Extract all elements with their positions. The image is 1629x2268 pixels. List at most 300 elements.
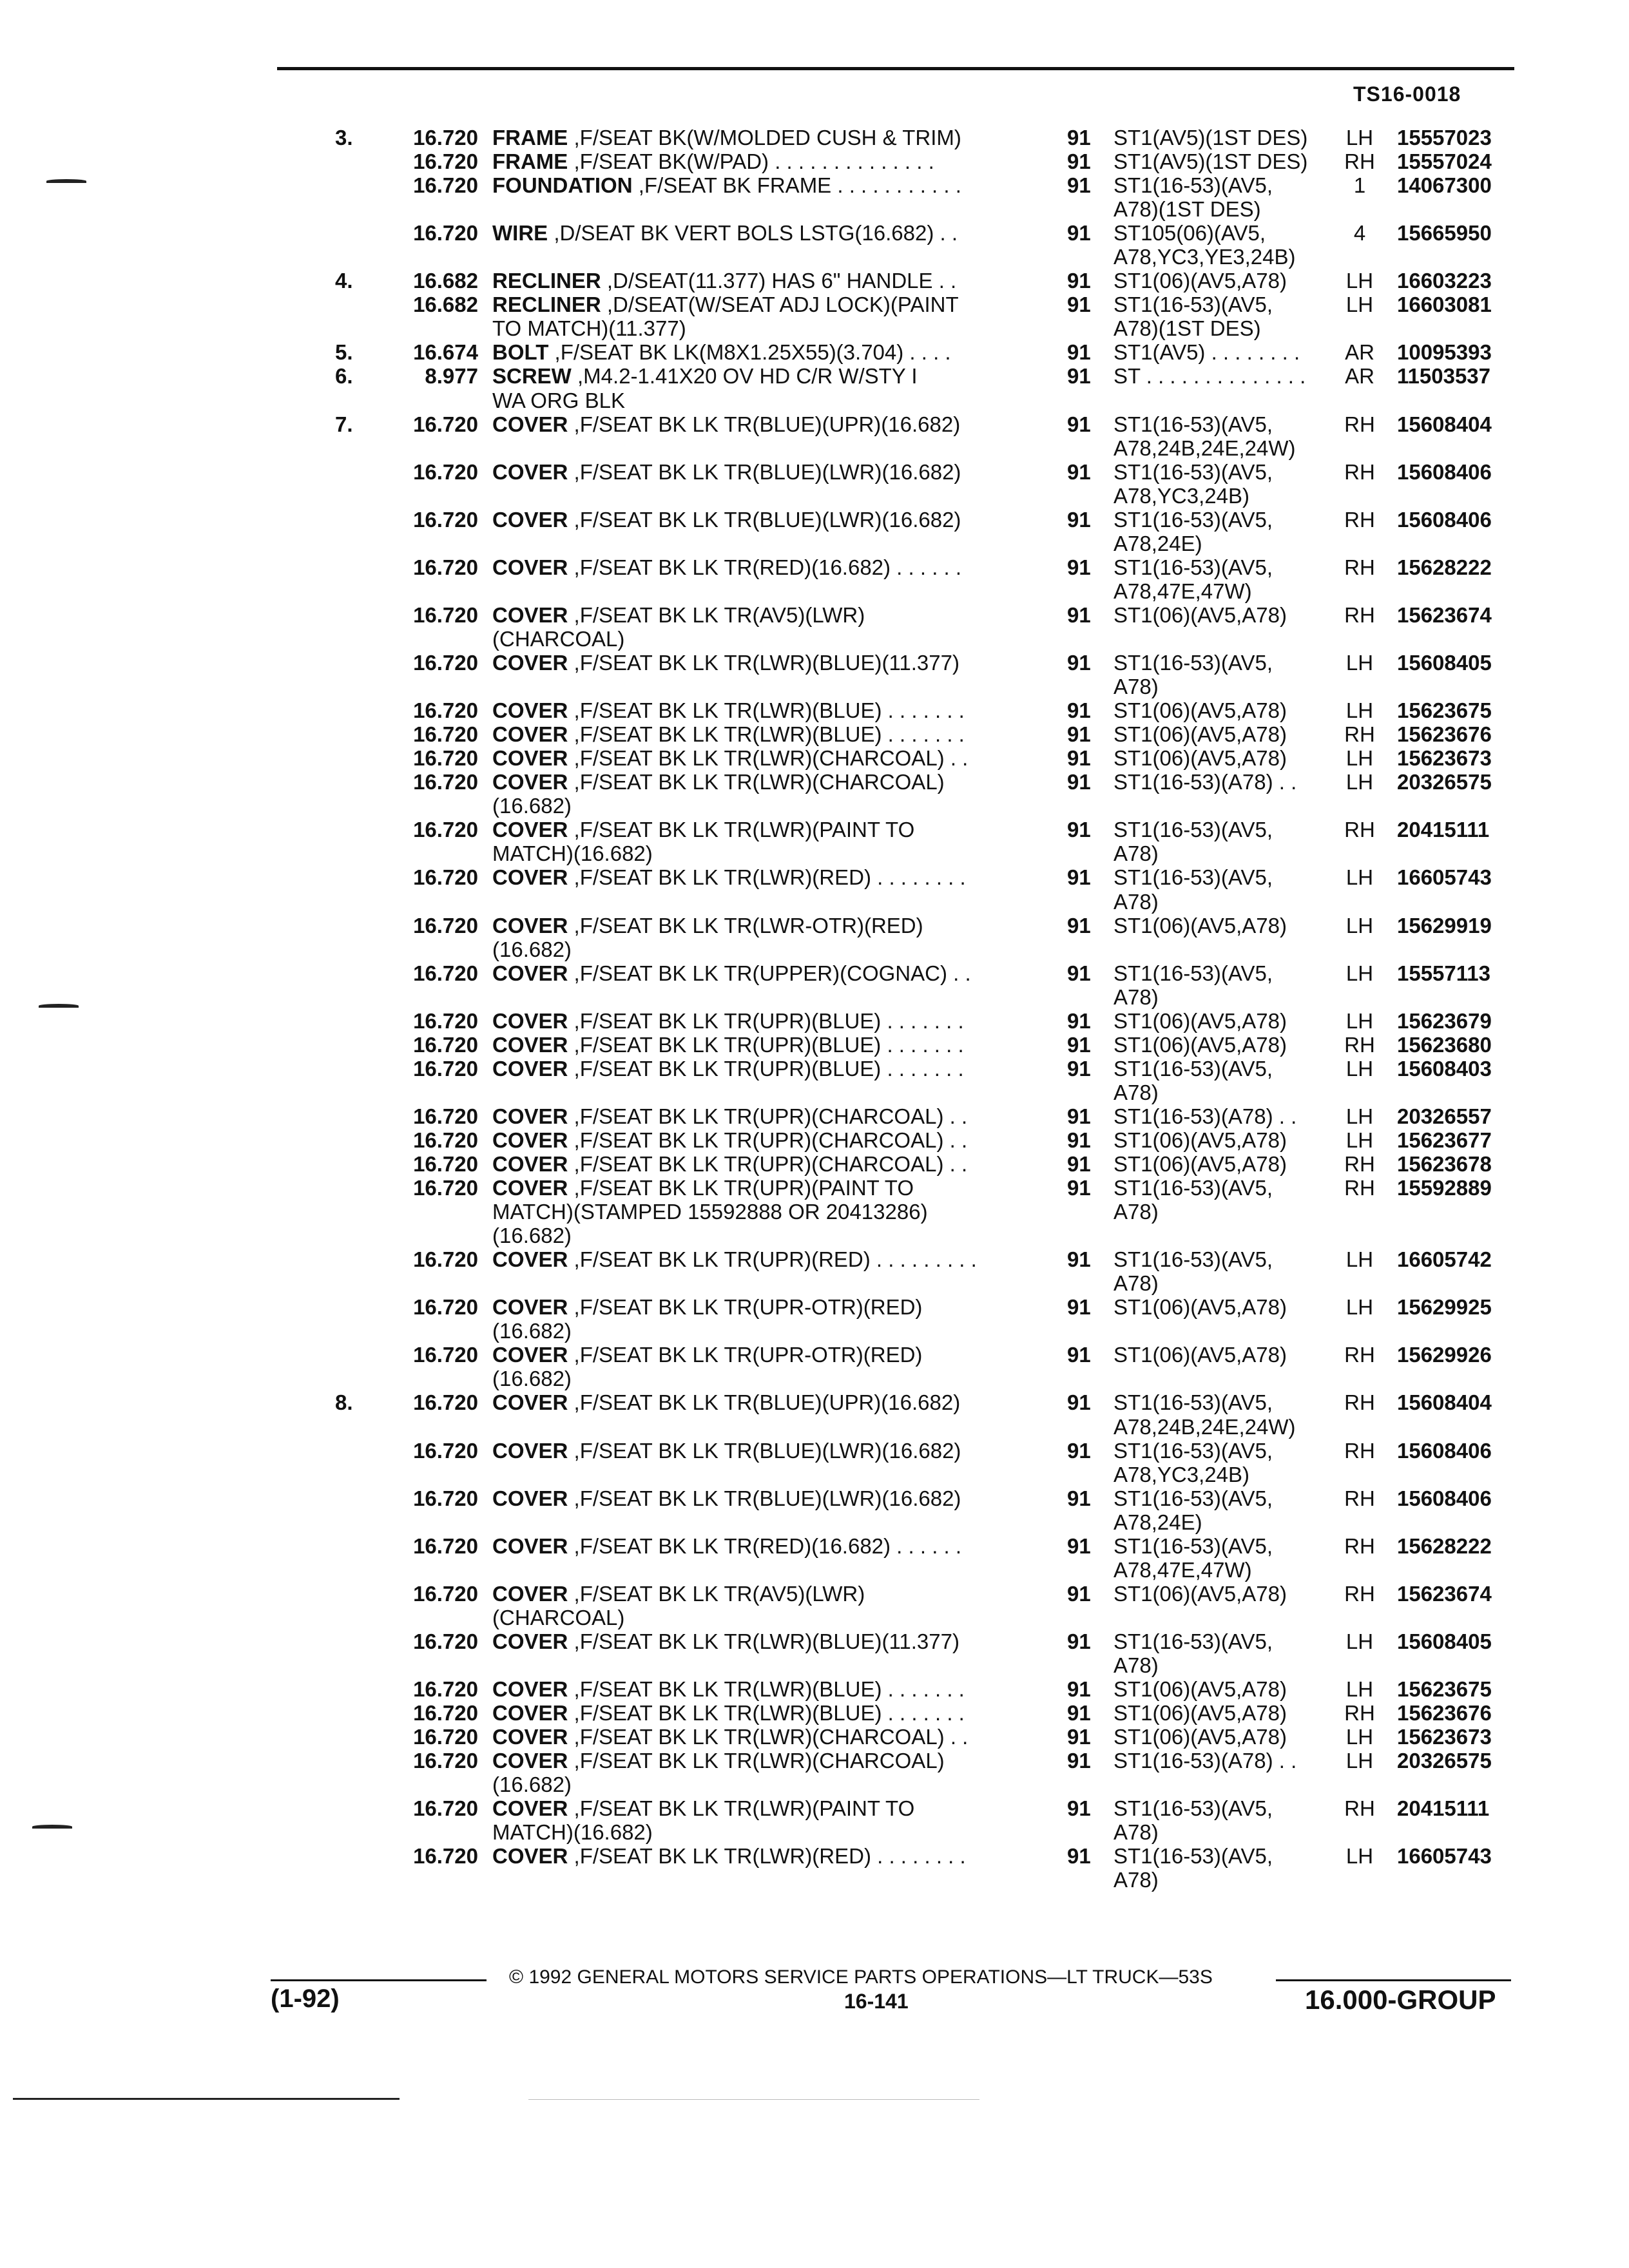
part-number: 15608406 xyxy=(1397,1486,1492,1510)
part-name: COVER xyxy=(492,602,568,627)
model-series: ST1(16-53)(AV5, xyxy=(1113,1533,1273,1558)
description-text: ,F/SEAT BK(W/PAD) . . . . . . . . . . . . . . xyxy=(568,149,934,174)
part-number: 20326575 xyxy=(1397,1749,1492,1773)
description-text: ,F/SEAT BK LK TR(AV5)(LWR) xyxy=(568,602,865,627)
parts-row xyxy=(0,961,1629,985)
description xyxy=(492,1820,653,1844)
description xyxy=(492,126,961,149)
model-series: A78) xyxy=(1113,1080,1159,1104)
description-text: ,F/SEAT BK LK TR(UPR)(CHARCOAL) . . xyxy=(568,1104,968,1128)
quantity: RH xyxy=(1344,1343,1375,1367)
group-number: 16.720 xyxy=(413,459,478,484)
part-name: COVER xyxy=(492,770,568,794)
parts-row xyxy=(0,197,1629,221)
description-text: (16.682) xyxy=(492,1367,572,1391)
part-number: 15557113 xyxy=(1397,961,1491,985)
parts-row xyxy=(0,651,1629,675)
part-name: COVER xyxy=(492,1844,568,1869)
part-number: 15628222 xyxy=(1397,1533,1492,1558)
model-series: A78,24E) xyxy=(1113,531,1202,555)
part-name: COVER xyxy=(492,1295,568,1320)
description xyxy=(492,316,686,340)
part-name: RECLINER xyxy=(492,293,601,317)
quantity: RH xyxy=(1344,507,1375,532)
model-year: 91 xyxy=(1067,1295,1091,1320)
model-year: 91 xyxy=(1067,1629,1091,1653)
model-year: 91 xyxy=(1067,1032,1091,1057)
model-series: A78,YC3,YE3,24B) xyxy=(1113,245,1296,269)
description-text: ,M4.2-1.41X20 OV HD C/R W/STY I xyxy=(571,364,918,389)
parts-row xyxy=(0,1415,1629,1439)
description xyxy=(492,1295,922,1319)
description-text: ,F/SEAT BK LK TR(LWR)(RED) . . . . . . . . xyxy=(568,865,966,890)
part-name: COVER xyxy=(492,818,568,842)
description xyxy=(492,1367,572,1390)
quantity: RH xyxy=(1344,1032,1375,1057)
description-text: ,F/SEAT BK LK TR(UPR)(BLUE) . . . . . . . xyxy=(568,1032,964,1057)
part-number: 15608405 xyxy=(1397,651,1492,675)
description xyxy=(492,1629,959,1653)
description-text: ,F/SEAT BK LK TR(LWR)(RED) . . . . . . . . xyxy=(568,1844,966,1869)
parts-row xyxy=(0,1510,1629,1534)
model-series: A78,YC3,24B) xyxy=(1113,483,1249,508)
group-number: 16.720 xyxy=(413,602,478,627)
quantity: 4 xyxy=(1353,221,1366,245)
document-id: TS16-0018 xyxy=(1353,82,1461,106)
group-number: 16.720 xyxy=(413,865,478,890)
model-year: 91 xyxy=(1067,340,1091,365)
group-number: 16.720 xyxy=(413,1152,478,1177)
model-series: ST1(16-53)(AV5, xyxy=(1113,1844,1273,1869)
parts-row xyxy=(0,1033,1629,1057)
description xyxy=(492,841,653,865)
description xyxy=(492,1749,945,1773)
model-series: A78) xyxy=(1113,889,1159,914)
model-series: ST1(06)(AV5,A78) xyxy=(1113,1032,1287,1057)
parts-list xyxy=(0,126,1629,1892)
description xyxy=(492,1247,977,1271)
part-name: COVER xyxy=(492,1390,568,1415)
part-name: COVER xyxy=(492,1725,568,1749)
description-text: MATCH)(16.682) xyxy=(492,841,653,866)
description xyxy=(492,1057,964,1081)
model-series: ST1(16-53)(AV5, xyxy=(1113,1629,1273,1653)
model-series: ST1(16-53)(AV5, xyxy=(1113,1796,1273,1821)
parts-row xyxy=(0,316,1629,340)
group-number: 16.720 xyxy=(413,698,478,723)
part-name: COVER xyxy=(492,698,568,723)
description-text: (16.682) xyxy=(492,937,572,961)
model-series: ST105(06)(AV5, xyxy=(1113,221,1266,245)
part-number: 15608405 xyxy=(1397,1629,1492,1653)
parts-row xyxy=(0,1224,1629,1247)
model-year: 91 xyxy=(1067,1725,1091,1749)
parts-row xyxy=(0,1247,1629,1271)
part-number: 15623679 xyxy=(1397,1008,1492,1033)
parts-row xyxy=(0,914,1629,937)
quantity: LH xyxy=(1345,913,1374,937)
model-year: 91 xyxy=(1067,1247,1091,1272)
part-number: 20415111 xyxy=(1397,818,1490,842)
group-number: 16.720 xyxy=(413,1486,478,1510)
part-number: 15629925 xyxy=(1397,1295,1492,1320)
description-text: ,F/SEAT BK LK TR(BLUE)(LWR)(16.682) xyxy=(568,507,961,532)
group-number: 16.720 xyxy=(413,1725,478,1749)
parts-row xyxy=(0,1200,1629,1224)
parts-row xyxy=(0,794,1629,818)
model-year: 91 xyxy=(1067,1677,1091,1702)
model-year: 91 xyxy=(1067,1056,1091,1081)
part-number: 15665950 xyxy=(1397,221,1492,245)
parts-row xyxy=(0,1701,1629,1725)
description-text: ,F/SEAT BK LK TR(UPR)(CHARCOAL) . . xyxy=(568,1152,968,1177)
description-text: (16.682) xyxy=(492,1224,572,1248)
part-name: COVER xyxy=(492,1749,568,1773)
model-series: A78,24E) xyxy=(1113,1510,1202,1534)
parts-row xyxy=(0,841,1629,865)
quantity: 1 xyxy=(1353,173,1366,198)
quantity: LH xyxy=(1345,126,1374,149)
part-name: WIRE xyxy=(492,221,548,245)
description-text: ,F/SEAT BK(W/MOLDED CUSH & TRIM) xyxy=(568,126,961,149)
description-text: ,F/SEAT BK LK TR(LWR)(CHARCOAL) xyxy=(568,770,945,794)
parts-row xyxy=(0,269,1629,293)
quantity: LH xyxy=(1345,1677,1374,1702)
model-year: 91 xyxy=(1067,1533,1091,1558)
item-number: 7. xyxy=(335,412,353,436)
part-name: COVER xyxy=(492,1032,568,1057)
part-name: FOUNDATION xyxy=(492,173,633,198)
item-number: 6. xyxy=(335,364,353,389)
parts-row xyxy=(0,412,1629,436)
part-name: COVER xyxy=(492,1152,568,1177)
model-year: 91 xyxy=(1067,913,1091,937)
group-number: 16.720 xyxy=(413,1104,478,1128)
part-name: COVER xyxy=(492,1701,568,1725)
parts-row xyxy=(0,627,1629,651)
part-number: 16603081 xyxy=(1397,293,1492,317)
parts-row xyxy=(0,149,1629,173)
description xyxy=(492,1439,961,1463)
parts-row xyxy=(0,364,1629,388)
model-year: 91 xyxy=(1067,459,1091,484)
description-text: ,D/SEAT(11.377) HAS 6" HANDLE . . xyxy=(601,269,957,293)
description xyxy=(492,1844,966,1868)
quantity: RH xyxy=(1344,1438,1375,1463)
part-number: 20326575 xyxy=(1397,770,1492,794)
description xyxy=(492,603,865,627)
description-text: ,F/SEAT BK LK TR(UPR)(BLUE) . . . . . . . xyxy=(568,1056,964,1081)
copyright-notice: © 1992 GENERAL MOTORS SERVICE PARTS OPERATIONS—LT TRUCK—53S xyxy=(509,1966,1213,1988)
group-number: 16.720 xyxy=(413,173,478,198)
part-name: COVER xyxy=(492,1581,568,1606)
parts-row xyxy=(0,1725,1629,1749)
model-series: ST1(16-53)(AV5, xyxy=(1113,412,1273,436)
group-number: 8.977 xyxy=(425,364,478,389)
part-number: 15608404 xyxy=(1397,412,1492,436)
model-series: ST1(16-53)(AV5, xyxy=(1113,961,1273,985)
parts-row xyxy=(0,579,1629,603)
group-number: 16.720 xyxy=(413,507,478,532)
model-series: ST1(06)(AV5,A78) xyxy=(1113,602,1287,627)
quantity: LH xyxy=(1345,698,1374,723)
quantity: RH xyxy=(1344,1486,1375,1510)
description xyxy=(492,818,914,841)
part-number: 20415111 xyxy=(1397,1796,1490,1821)
part-name: SCREW xyxy=(492,364,572,389)
quantity: LH xyxy=(1345,1056,1374,1081)
description-text: TO MATCH)(11.377) xyxy=(492,316,686,341)
part-name: RECLINER xyxy=(492,269,601,293)
description xyxy=(492,1390,960,1414)
revision-date: (1-92) xyxy=(271,1984,340,2013)
part-name: COVER xyxy=(492,507,568,532)
parts-row xyxy=(0,1820,1629,1844)
quantity: LH xyxy=(1345,1247,1374,1272)
parts-row xyxy=(0,1176,1629,1200)
model-year: 91 xyxy=(1067,1486,1091,1510)
parts-row xyxy=(0,698,1629,722)
description xyxy=(492,1319,572,1343)
model-series: ST1(06)(AV5,A78) xyxy=(1113,269,1287,293)
part-name: COVER xyxy=(492,1056,568,1081)
model-series: A78) xyxy=(1113,985,1159,1009)
group-number: 16.720 xyxy=(413,126,478,149)
description xyxy=(492,1128,967,1152)
quantity: LH xyxy=(1345,1749,1374,1773)
part-number: 15623678 xyxy=(1397,1152,1492,1177)
parts-row xyxy=(0,245,1629,269)
quantity: AR xyxy=(1345,340,1374,365)
part-number: 15623673 xyxy=(1397,1725,1492,1749)
model-series: A78,47E,47W) xyxy=(1113,579,1252,603)
quantity: LH xyxy=(1345,651,1374,675)
model-series: ST1(16-53)(A78) . . xyxy=(1113,1104,1297,1128)
parts-row xyxy=(0,985,1629,1009)
group-number: 16.720 xyxy=(413,818,478,842)
description xyxy=(492,794,572,818)
part-number: 15623674 xyxy=(1397,1581,1492,1606)
parts-row xyxy=(0,1128,1629,1152)
part-name: COVER xyxy=(492,913,568,937)
quantity: LH xyxy=(1345,1128,1374,1152)
model-year: 91 xyxy=(1067,1152,1091,1177)
part-name: COVER xyxy=(492,1796,568,1821)
description xyxy=(492,1582,865,1606)
parts-row xyxy=(0,126,1629,149)
model-series: ST1(16-53)(AV5, xyxy=(1113,1486,1273,1510)
part-name: COVER xyxy=(492,1128,568,1152)
description xyxy=(492,865,966,889)
model-year: 91 xyxy=(1067,1749,1091,1773)
quantity: RH xyxy=(1344,818,1375,842)
model-series: ST1(AV5) . . . . . . . . xyxy=(1113,340,1300,365)
model-series: ST1(06)(AV5,A78) xyxy=(1113,1343,1287,1367)
description-text: ,F/SEAT BK LK TR(LWR)(BLUE) . . . . . . . xyxy=(568,1701,965,1725)
description-text: (16.682) xyxy=(492,1319,572,1343)
part-number: 16603223 xyxy=(1397,269,1492,293)
description-text: MATCH)(16.682) xyxy=(492,1820,653,1845)
model-year: 91 xyxy=(1067,126,1091,149)
quantity: RH xyxy=(1344,602,1375,627)
description-text: ,F/SEAT BK LK TR(RED)(16.682) . . . . . . xyxy=(568,1533,962,1558)
model-series: ST1(AV5)(1ST DES) xyxy=(1113,149,1308,174)
model-year: 91 xyxy=(1067,865,1091,890)
quantity: LH xyxy=(1345,269,1374,293)
group-number: 16.720 xyxy=(413,1796,478,1821)
quantity: LH xyxy=(1345,746,1374,771)
parts-row xyxy=(0,1749,1629,1773)
group-number: 16.720 xyxy=(413,1176,478,1200)
description xyxy=(492,173,961,197)
description-text: ,F/SEAT BK LK TR(UPR-OTR)(RED) xyxy=(568,1343,923,1367)
quantity: RH xyxy=(1344,1796,1375,1821)
description xyxy=(492,293,959,316)
description xyxy=(492,627,624,651)
parts-row xyxy=(0,1009,1629,1033)
quantity: RH xyxy=(1344,555,1375,579)
part-name: COVER xyxy=(492,1343,568,1367)
part-number: 15629919 xyxy=(1397,913,1492,937)
description xyxy=(492,389,625,412)
quantity: RH xyxy=(1344,1176,1375,1200)
parts-row xyxy=(0,937,1629,961)
parts-row xyxy=(0,1796,1629,1820)
model-series: A78)(1ST DES) xyxy=(1113,197,1261,222)
model-series: ST1(06)(AV5,A78) xyxy=(1113,913,1287,937)
description xyxy=(492,1534,961,1558)
model-series: ST1(06)(AV5,A78) xyxy=(1113,1725,1287,1749)
part-number: 15608406 xyxy=(1397,1438,1492,1463)
group-number: 16.720 xyxy=(413,1629,478,1653)
page-number: 16-141 xyxy=(844,1990,909,2013)
quantity: RH xyxy=(1344,1701,1375,1725)
quantity: LH xyxy=(1345,1008,1374,1033)
description xyxy=(492,1343,922,1367)
parts-row xyxy=(0,484,1629,508)
model-series: ST1(AV5)(1ST DES) xyxy=(1113,126,1308,149)
parts-row xyxy=(0,1629,1629,1653)
description-text: ,F/SEAT BK LK TR(UPR)(PAINT TO xyxy=(568,1176,914,1200)
part-name: COVER xyxy=(492,1533,568,1558)
description xyxy=(492,937,572,961)
description-text: ,F/SEAT BK LK TR(AV5)(LWR) xyxy=(568,1581,865,1606)
description-text: ,F/SEAT BK LK TR(LWR)(BLUE) . . . . . . . xyxy=(568,698,965,723)
part-name: COVER xyxy=(492,555,568,579)
parts-row xyxy=(0,173,1629,197)
group-number: 16.720 xyxy=(413,1295,478,1320)
description-text: ,F/SEAT BK LK TR(LWR)(BLUE)(11.377) xyxy=(568,651,959,675)
part-name: FRAME xyxy=(492,126,568,149)
parts-row xyxy=(0,1534,1629,1558)
group-number: 16.720 xyxy=(413,1056,478,1081)
description-text: ,F/SEAT BK FRAME . . . . . . . . . . . xyxy=(632,173,961,198)
quantity: RH xyxy=(1344,459,1375,484)
part-number: 16605742 xyxy=(1397,1247,1492,1272)
parts-row xyxy=(0,1582,1629,1606)
description-text: ,F/SEAT BK LK TR(UPR)(CHARCOAL) . . xyxy=(568,1128,968,1152)
group-number: 16.682 xyxy=(413,269,478,293)
quantity: LH xyxy=(1345,1295,1374,1320)
model-series: A78,47E,47W) xyxy=(1113,1557,1252,1582)
quantity: RH xyxy=(1344,1152,1375,1177)
model-series: ST1(06)(AV5,A78) xyxy=(1113,1128,1287,1152)
part-number: 15623680 xyxy=(1397,1032,1492,1057)
part-number: 15608406 xyxy=(1397,459,1492,484)
description xyxy=(492,722,965,746)
parts-row xyxy=(0,1558,1629,1582)
description xyxy=(492,1773,572,1796)
part-name: COVER xyxy=(492,412,568,436)
part-number: 15623673 xyxy=(1397,746,1492,771)
group-number: 16.720 xyxy=(413,1032,478,1057)
part-name: COVER xyxy=(492,865,568,890)
group-number: 16.682 xyxy=(413,293,478,317)
parts-row xyxy=(0,865,1629,889)
description-text: ,F/SEAT BK LK TR(LWR)(CHARCOAL) xyxy=(568,1749,945,1773)
description-text: ,F/SEAT BK LK TR(LWR)(PAINT TO xyxy=(568,818,915,842)
description-text: ,F/SEAT BK LK TR(LWR)(PAINT TO xyxy=(568,1796,915,1821)
quantity: LH xyxy=(1345,1725,1374,1749)
model-series: ST1(16-53)(AV5, xyxy=(1113,1438,1273,1463)
description xyxy=(492,1486,961,1510)
group-number: 16.720 xyxy=(413,1247,478,1272)
model-series: ST1(06)(AV5,A78) xyxy=(1113,1295,1287,1320)
group-number: 16.674 xyxy=(413,340,478,365)
model-series: A78) xyxy=(1113,1868,1159,1892)
model-year: 91 xyxy=(1067,173,1091,198)
group-number: 16.720 xyxy=(413,1008,478,1033)
quantity: RH xyxy=(1344,1390,1375,1415)
part-number: 15608403 xyxy=(1397,1056,1492,1081)
model-year: 91 xyxy=(1067,1796,1091,1821)
part-number: 15608406 xyxy=(1397,507,1492,532)
description-text: ,F/SEAT BK LK TR(BLUE)(LWR)(16.682) xyxy=(568,1438,961,1463)
parts-row xyxy=(0,722,1629,746)
bottom-rule-faint xyxy=(528,2099,979,2100)
description xyxy=(492,1176,914,1200)
parts-row xyxy=(0,1844,1629,1868)
parts-row xyxy=(0,1152,1629,1176)
parts-row xyxy=(0,293,1629,316)
model-series: ST1(16-53)(A78) . . xyxy=(1113,770,1297,794)
group-number: 16.720 xyxy=(413,1701,478,1725)
parts-row xyxy=(0,675,1629,698)
model-year: 91 xyxy=(1067,293,1091,317)
description xyxy=(492,1725,968,1749)
model-series: ST1(16-53)(AV5, xyxy=(1113,1176,1273,1200)
part-name: BOLT xyxy=(492,340,549,365)
description xyxy=(492,698,965,722)
part-number: 15623676 xyxy=(1397,722,1492,747)
description-text: WA ORG BLK xyxy=(492,388,625,412)
parts-row xyxy=(0,818,1629,841)
footer-rule-left xyxy=(271,1979,487,1981)
group-number: 16.720 xyxy=(413,746,478,771)
parts-row xyxy=(0,460,1629,484)
footer-rule-right xyxy=(1276,1979,1511,1981)
model-year: 91 xyxy=(1067,602,1091,627)
model-series: ST1(16-53)(AV5, xyxy=(1113,651,1273,675)
parts-row xyxy=(0,1606,1629,1629)
description-text: ,F/SEAT BK LK TR(LWR)(CHARCOAL) . . xyxy=(568,746,969,771)
description xyxy=(492,508,961,532)
model-year: 91 xyxy=(1067,961,1091,985)
part-name: COVER xyxy=(492,651,568,675)
description-text: ,F/SEAT BK LK TR(UPR)(BLUE) . . . . . . . xyxy=(568,1008,964,1033)
quantity: RH xyxy=(1344,722,1375,747)
model-year: 91 xyxy=(1067,1128,1091,1152)
